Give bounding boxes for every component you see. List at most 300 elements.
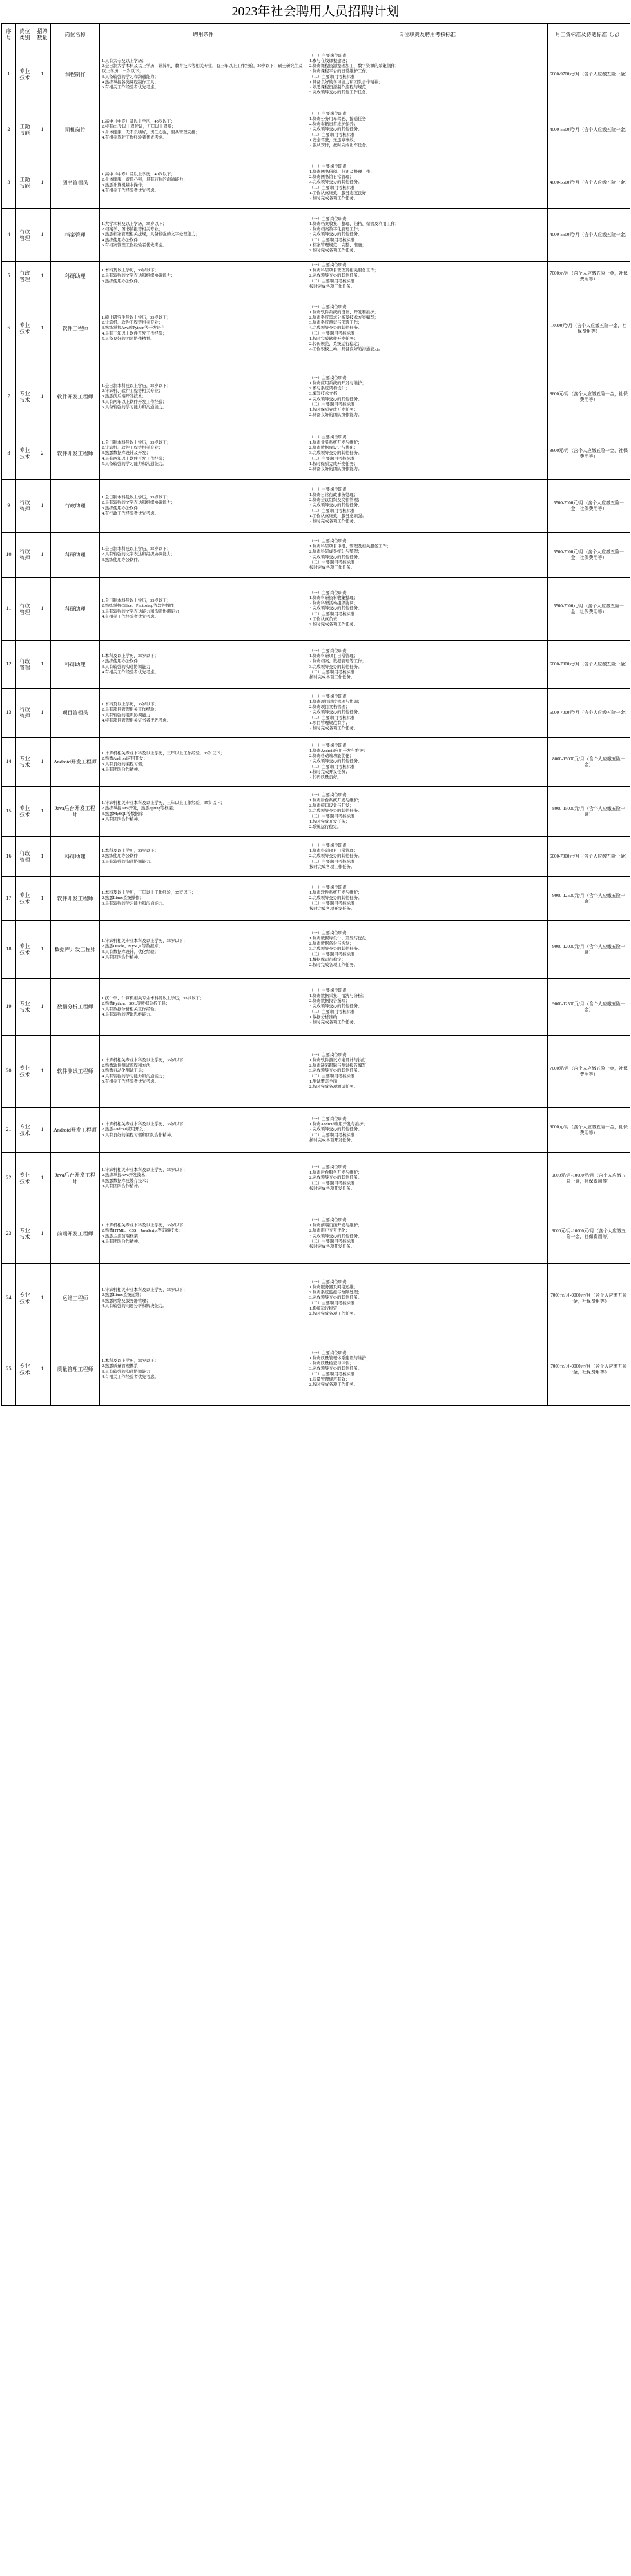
table-row [2,921,630,979]
row-category: 工勤技能 [16,157,34,209]
duty-line: 2.负责缺陷跟踪与测试报告编写； [309,1063,371,1068]
row-salary: 5500-7000元/月（含个人应缴五险一金，社保费用等） [548,533,630,578]
duty-line: 2.负责图书馆日常管理； [309,175,354,180]
condition-line: 3.熟练使用办公软件。 [102,557,142,562]
duty-line: 按时完成各项开发任务。 [309,906,355,911]
duty-line: （一）主要岗位职责 [309,743,347,748]
duty-line: （二）主要聘用考核标准 [309,456,355,461]
row-count: 1 [34,262,51,291]
row-salary: 7000元/月-9000元/月（含个人应缴五险一金，社保费用等） [548,1333,630,1406]
table-row [2,837,630,877]
duty-line: 2.负责会议组织及文件管理； [309,498,362,503]
condition-line: 2.具有较强的文字表达和组织协调能力； [102,552,175,557]
condition-line: 4.有相关工作经验者优先考虑。 [102,669,159,674]
duty-line: （一）主要岗位职责 [309,988,347,993]
table-row [2,533,630,578]
duty-line: 1.负责档案收集、整理、归档、保管及利用工作； [309,221,399,226]
duty-line: 2.按时完成各项工作任务。 [309,248,358,253]
row-count: 1 [34,366,51,428]
row-salary: 9000-12500元/月（含个人应缴五险一金） [548,877,630,921]
duty-line: 1.负责数据采集、清洗与分析； [309,994,366,998]
duty-line: 2.系统运行稳定。 [309,825,342,830]
table-row [2,738,630,787]
duty-line: （一）主要岗位职责 [309,53,347,58]
row-position: 科研助理 [51,578,100,641]
row-category: 专业技术 [16,46,34,103]
condition-line: 1.计算机相关专业本科及以上学历，三年以上工作经验，35岁以下； [102,751,225,756]
duty-line: 按时完成各项工作任务。 [309,565,355,570]
table-row [2,480,630,533]
row-count: 1 [34,837,51,877]
condition-line: 1.硕士研究生及以上学历，35岁以下； [102,315,171,320]
condition-line: 2.熟悉Linux系统操作； [102,896,144,901]
row-number: 13 [2,689,16,738]
condition-line: 1.计算机相关专业本科及以上学历，35岁以下； [102,1168,188,1173]
row-conditions [100,1204,307,1264]
row-category: 专业技术 [16,1333,34,1406]
row-conditions [100,1264,307,1333]
duty-line: 3.完成领导交办的其他任务。 [309,606,362,611]
condition-line: 3.熟悉前后端开发技术； [102,394,146,399]
duty-line: 3.完成领导交办的其他任务。 [309,555,362,560]
duty-line: 2.服从安排，按时完成出车任务。 [309,143,371,148]
row-category: 工勤技能 [16,103,34,157]
duty-line: 3.完成领导交办的其他任务。 [309,451,362,456]
condition-line: 3.具备较强的学习和沟通能力； [102,74,159,79]
duty-line: 2.完成领导交办的其他任务。 [309,896,362,901]
row-position: 软件测试工程师 [51,1036,100,1108]
duty-line: 1.按时保质完成开发任务； [309,461,358,466]
condition-line: 3.熟悉计算机基本操作； [102,182,146,188]
row-category: 专业技术 [16,877,34,921]
duty-line: 2.具备良好的团队协作能力。 [309,467,362,472]
row-duties [307,877,548,921]
duty-line: （二）主要聘用考核标准 [309,859,355,864]
condition-line: 3.具有数据库设计、优化经验； [102,949,159,954]
duty-line: 2.具备良好的团队协作能力。 [309,413,362,418]
row-number: 12 [2,641,16,689]
row-salary: 7000元/月（含个人应缴五险一金，社保费用等） [548,1036,630,1108]
row-salary: 4000-5500元/月（含个人应缴五险一金） [548,157,630,209]
header-category: 岗位类别 [16,24,34,46]
row-duties [307,787,548,837]
row-duties [307,157,548,209]
row-position: 软件开发工程师 [51,428,100,480]
table-row [2,46,630,103]
row-count: 1 [34,1108,51,1153]
condition-line: 2.计算机、软件工程等相关专业； [102,320,163,326]
table-row [2,787,630,837]
table-row [2,366,630,428]
duty-line: 2.熟悉课程资源制作流程与规范； [309,84,371,90]
condition-line: 1.全日制本科及以上学历，35岁以下； [102,440,171,445]
row-number: 6 [2,291,16,366]
row-position: 软件开发工程师 [51,366,100,428]
duty-line: 3.完成领导交办的其他任务。 [309,1234,362,1239]
table-row [2,641,630,689]
row-category: 专业技术 [16,738,34,787]
condition-line: 5.具备较强的学习能力和沟通能力。 [102,461,167,466]
row-position: 前端开发工程师 [51,1204,100,1264]
row-conditions [100,46,307,103]
condition-line: 5.有相关工作经验者优先考虑。 [102,1079,159,1084]
condition-line: 4.具有团队合作精神。 [102,767,142,772]
row-count: 1 [34,209,51,262]
condition-line: 1.计算机相关专业本科及以上学历，35岁以下； [102,1122,188,1127]
row-duties [307,1036,548,1108]
row-position: 项目管理员 [51,689,100,738]
header-count: 招聘数量 [34,24,51,46]
duty-line: （一）主要岗位职责 [309,375,347,380]
table-row [2,103,630,157]
duty-line: 2.负责数据备份与恢复； [309,941,354,947]
condition-line: 3.具有较强的沟通协调能力； [102,664,155,669]
duty-line: 1.负责科研资料收集整理； [309,596,358,600]
duty-line: 2.负责档案数字化管理工作； [309,227,362,232]
row-duties [307,1153,548,1204]
row-duties [307,533,548,578]
condition-line: 1.本科及以上学历，35岁以下； [102,268,159,273]
row-count: 1 [34,1153,51,1204]
duty-line: 3.完成领导交办的其他任务。 [309,127,362,132]
condition-line: 5.具备较强的学习能力和沟通能力。 [102,404,167,409]
row-position: 科研助理 [51,262,100,291]
condition-line: 3.熟悉档案管理相关法规，具备较强的文字处理能力； [102,232,200,237]
header-no: 序号 [2,24,16,46]
row-salary: 6600-9700元/月（含个人应缴五险一金） [548,46,630,103]
condition-line: 3.熟悉数据库及缓存技术； [102,1178,151,1183]
condition-line: 1.全日制本科及以上学历，35岁以下； [102,495,171,500]
row-category: 行政管理 [16,480,34,533]
row-conditions [100,366,307,428]
condition-line: 1.本科及以上学历，35岁以下； [102,654,159,659]
row-salary: 6000-7000元/月（含个人应缴五险一金） [548,837,630,877]
table-row [2,209,630,262]
row-count: 1 [34,46,51,103]
row-duties [307,46,548,103]
duty-line: 2.负责课程资源整理加工，数字资源的采集制作； [309,64,399,69]
row-position: Java后台开发工程师 [51,1153,100,1204]
condition-line: 2.全日制大学本科及以上学历，计算机、教育技术等相关专业，有三年以上工作经验，30岁以下；硕士研究生及以上学历，35岁以下； [102,64,303,74]
table-row [2,262,630,291]
duty-line: （一）主要岗位职责 [309,843,347,848]
duty-line: （二）主要聘用考核标准 [309,1074,355,1079]
duty-line: 2.按时完成各项工作任务。 [309,519,358,524]
table-row [2,1153,630,1204]
row-position: 行政助理 [51,480,100,533]
row-duties [307,837,548,877]
duty-line: 1.测试覆盖全面； [309,1079,342,1084]
row-salary: 8000-15000元/月（含个人应缴五险一金） [548,787,630,837]
row-position: 科研助理 [51,837,100,877]
row-position: Android开发工程师 [51,1108,100,1153]
row-number: 19 [2,979,16,1036]
duty-line: 按时完成各项开发任务。 [309,1137,355,1143]
header-conditions: 聘用条件 [100,24,307,46]
condition-line: 1.全日制本科及以上学历，35岁以下； [102,384,171,388]
row-duties [307,262,548,291]
duty-line: 1.负责数据库设计、开发与优化； [309,936,371,941]
duty-line: 2.负责科研活动组织协调； [309,601,358,606]
header-duties: 岗位职责及聘用考核标准 [307,24,548,46]
duty-line: 2.负责质量检查与评估； [309,1361,354,1366]
duty-line: 1.负责Android应用开发与维护； [309,749,367,753]
duty-line: 2.负责车辆日常维护保养； [309,122,358,127]
row-conditions [100,1153,307,1204]
row-position: 课程制作 [51,46,100,103]
table-row [2,1333,630,1406]
row-duties [307,1108,548,1153]
row-conditions [100,738,307,787]
duty-line: （二）主要聘用考核标准 [309,132,355,137]
row-category: 专业技术 [16,1108,34,1153]
duty-line: （一）主要岗位职责 [309,694,347,699]
duty-line: 2.负责项目文档管理； [309,705,350,710]
row-number: 11 [2,578,16,641]
duty-line: 1.档案管理规范、完整、准确； [309,242,366,248]
row-conditions [100,837,307,877]
duty-line: （一）主要岗位职责 [309,216,347,221]
condition-line: 3.具有数据分析相关工作经验； [102,1007,159,1012]
row-category: 专业技术 [16,1204,34,1264]
duty-line: （一）主要岗位职责 [309,885,347,890]
row-conditions [100,877,307,921]
duty-line: 1.负责后台服务开发与维护； [309,1170,362,1175]
row-number: 20 [2,1036,16,1108]
row-conditions [100,428,307,480]
condition-line: 2.熟练掌握Office、Photoshop等软件操作； [102,604,179,609]
duty-line: 3.完成领导交办的其他任务。 [309,710,362,715]
condition-line: 5.有档案管理工作经验者优先考虑。 [102,242,167,248]
row-category: 专业技术 [16,1153,34,1204]
duty-line: 1.负责软件测试方案设计与执行； [309,1058,371,1063]
condition-line: 2.熟悉软件测试流程和方法； [102,1063,155,1068]
row-category: 专业技术 [16,921,34,979]
duty-line: 2.负责接口设计与开发； [309,803,354,809]
condition-line: 2.具有较强的文字表达和组织协调能力； [102,273,175,279]
duty-line: 2.负责档案、数据管理等工作； [309,659,366,664]
row-salary: 7000元/月（含个人应缴五险一金，社保费用等） [548,262,630,291]
row-count: 1 [34,689,51,738]
duty-line: （二）主要聘用考核标准 [309,331,355,336]
row-conditions [100,262,307,291]
duty-line: （二）主要聘用考核标准 [309,279,355,284]
row-number: 15 [2,787,16,837]
row-position: 运维工程师 [51,1264,100,1333]
duty-line: 3.完成领导交办的其他任务。 [309,180,362,185]
row-duties [307,1333,548,1406]
row-conditions [100,103,307,157]
duty-line: （一）主要岗位职责 [309,1350,347,1355]
duty-line: 2.负责科研成果统计与整理； [309,549,362,555]
table-row [2,1108,630,1153]
duty-line: 3.编写技术文档； [309,391,342,397]
condition-line: 1.本科及以上学历，35岁以下； [102,849,159,854]
duty-line: 1.负责服务器及网络运维； [309,1285,358,1290]
duty-line: 4.完成领导交办的其他任务。 [309,326,362,331]
row-number: 9 [2,480,16,533]
duty-line: （一）主要岗位职责 [309,648,347,653]
duty-line: （一）主要岗位职责 [309,930,347,936]
condition-line: 1.统计学、计算机相关专业本科及以上学历，35岁以下； [102,996,204,1001]
row-duties [307,979,548,1036]
row-salary: 7000元/月-9000元/月（含个人应缴五险一金，社保费用等） [548,1264,630,1333]
duty-line: （二）主要聘用考核标准 [309,1009,355,1014]
row-salary: 5500-7000元/月（含个人应缴五险一金，社保费用等） [548,480,630,533]
duty-line: （一）主要岗位职责 [309,1117,347,1121]
row-conditions [100,1036,307,1108]
row-count: 1 [34,738,51,787]
duty-line: 2.代码质量良好。 [309,775,342,780]
condition-line: 1.本科及以上学历，35岁以下； [102,1359,159,1364]
duty-line: （一）主要岗位职责 [309,164,347,169]
row-duties [307,1204,548,1264]
condition-line: 3.熟悉网络及服务器管理； [102,1298,151,1303]
duty-line: 3.完成领导交办的其他工作任务。 [309,90,371,95]
condition-line: 3.熟悉主流前端框架； [102,1234,142,1239]
condition-line: 3.熟练使用办公软件； [102,506,142,511]
duty-line: （一）主要岗位职责 [309,538,347,544]
condition-line: 1.计算机相关专业本科及以上学历，35岁以下； [102,1223,188,1228]
table-row [2,291,630,366]
row-number: 17 [2,877,16,921]
duty-line: （二）主要聘用考核标准 [309,508,355,513]
duty-line: 2.完成领导交办的其他任务。 [309,1127,362,1132]
row-salary: 9000-12500元/月（含个人应缴五险一金） [548,979,630,1036]
condition-line: 3.熟练使用办公软件。 [102,279,142,284]
condition-line: 2.档案学、图书情报等相关专业； [102,227,163,232]
row-conditions [100,641,307,689]
duty-line: 1.按时完成开发任务； [309,819,350,824]
duty-line: 1.安全驾驶，无违章事故； [309,137,358,143]
duty-line: 3.完成领导交办的其他任务。 [309,1004,362,1009]
duty-line: 1.按时完成开发任务； [309,769,350,774]
duty-line: 2.完成领导交办的其他任务。 [309,854,362,859]
duty-line: 1.质量管理规范有效； [309,1377,350,1382]
row-number: 16 [2,837,16,877]
row-count: 1 [34,1204,51,1264]
condition-line: 3.熟悉数据库设计及开发； [102,451,151,456]
duty-line: 1.负责科研项目日常管理； [309,849,358,854]
row-salary: 4000-5500元/月（含个人应缴五险一金） [548,103,630,157]
row-category: 专业技术 [16,1036,34,1108]
row-conditions [100,787,307,837]
row-salary: 9000元/月（含个人应缴五险一金，社保费用等） [548,1108,630,1153]
duty-line: 2.按时完成各项工作任务。 [309,1020,358,1025]
table-row [2,1264,630,1333]
duty-line: 2.按时完成各项工作任务。 [309,726,358,731]
duty-line: （一）主要岗位职责 [309,263,347,268]
duty-line: 3.负责课程平台的日常维护工作。 [309,69,371,74]
condition-line: 4.有相关工作经验者优先考虑。 [102,1374,159,1379]
duty-line: （二）主要聘用考核标准 [309,814,355,819]
row-conditions [100,209,307,262]
duty-line: （二）主要聘用考核标准 [309,764,355,769]
row-count: 1 [34,291,51,366]
condition-line: 2.具有项目管理相关工作经验； [102,707,159,713]
duty-line: 按时完成各项开发任务。 [309,1244,355,1249]
row-count: 1 [34,1036,51,1108]
header-salary: 月工资标准及待遇标准（元） [548,24,630,46]
row-count: 1 [34,787,51,837]
table-row [2,1036,630,1108]
row-number: 14 [2,738,16,787]
condition-line: 1.全日制本科及以上学历，35岁以下； [102,598,171,604]
duty-line: 1.按时完成软件开发任务； [309,336,358,341]
row-conditions [100,480,307,533]
row-salary: 8600元/月（含个人应缴五险一金，社保费用等） [548,428,630,480]
row-number: 5 [2,262,16,291]
duty-line: （一）主要岗位职责 [309,590,347,595]
duty-line: 3.工作积极主动，具备良好的沟通能力。 [309,347,383,352]
row-count: 1 [34,877,51,921]
row-conditions [100,1108,307,1153]
condition-line: 1.计算机相关专业本科及以上学历，35岁以下； [102,1288,188,1293]
row-count: 1 [34,1333,51,1406]
condition-line: 3.具有较强的学习能力和沟通能力。 [102,901,167,906]
row-conditions [100,979,307,1036]
row-conditions [100,689,307,738]
condition-line: 4.具有团队合作精神。 [102,954,142,959]
row-count: 1 [34,103,51,157]
page-title: 2023年社会聘用人员招聘计划 [231,5,400,19]
duty-line: 2.按时完成各项工作任务。 [309,1312,358,1317]
duty-line: （一）主要岗位职责 [309,1052,347,1057]
row-salary: 9000-12000元/月（含个人应缴五险一金） [548,921,630,979]
row-number: 3 [2,157,16,209]
row-position: 质量管理工程师 [51,1333,100,1406]
condition-line: 4.具有团队合作精神。 [102,1183,142,1188]
condition-line: 4.具有团队合作精神。 [102,816,142,821]
row-conditions [100,578,307,641]
duty-line: 1.负责科研项目日常管理； [309,654,358,659]
duty-line: 2.完成领导交办的其他任务。 [309,1175,362,1181]
row-category: 专业技术 [16,366,34,428]
condition-line: 4.具有较强的问题分析和解决能力。 [102,1303,167,1308]
duty-line: 1.数据分析准确； [309,1014,342,1019]
row-duties [307,291,548,366]
duty-line: （一）主要岗位职责 [309,1217,347,1223]
row-position: 软件工程师 [51,291,100,366]
condition-line: 2.熟练使用办公软件； [102,854,142,859]
row-position: 软件开发工程师 [51,877,100,921]
duty-line: 1.负责软件系统的设计、开发和维护； [309,310,379,315]
row-count: 1 [34,157,51,209]
row-conditions [100,157,307,209]
row-salary: 9000元/月-10000元/月（含个人应缴五险一金，社保费用等） [548,1153,630,1204]
duty-line: 1.参与在线课程建设； [309,58,350,63]
table-row [2,979,630,1036]
row-category: 行政管理 [16,533,34,578]
condition-line: 2.持有C1及以上驾驶证，五年以上驾龄； [102,124,176,130]
row-position: 数据库开发工程师 [51,921,100,979]
row-duties [307,641,548,689]
row-count: 1 [34,533,51,578]
row-position: 司机岗位 [51,103,100,157]
row-duties [307,103,548,157]
condition-line: 4.熟练掌握各类课程制作工具； [102,79,159,84]
condition-line: 5.有相关工作经验者优先考虑。 [102,84,159,90]
duty-line: 1.按时保质完成开发任务； [309,407,358,412]
row-position: Android开发工程师 [51,738,100,787]
duty-line: （二）主要聘用考核标准 [309,669,355,674]
condition-line: 2.熟悉Oracle、MySQL等数据库； [102,944,162,949]
duty-line: 2.按时完成各项工作任务。 [309,196,358,201]
duty-line: 3.负责系统测试与部署工作； [309,320,362,326]
duty-line: 1.负责质量管理体系建设与维护； [309,1356,371,1361]
condition-line: 3.具有较强的组织协调能力； [102,713,155,718]
duty-line: （二）主要聘用考核标准 [309,74,355,79]
